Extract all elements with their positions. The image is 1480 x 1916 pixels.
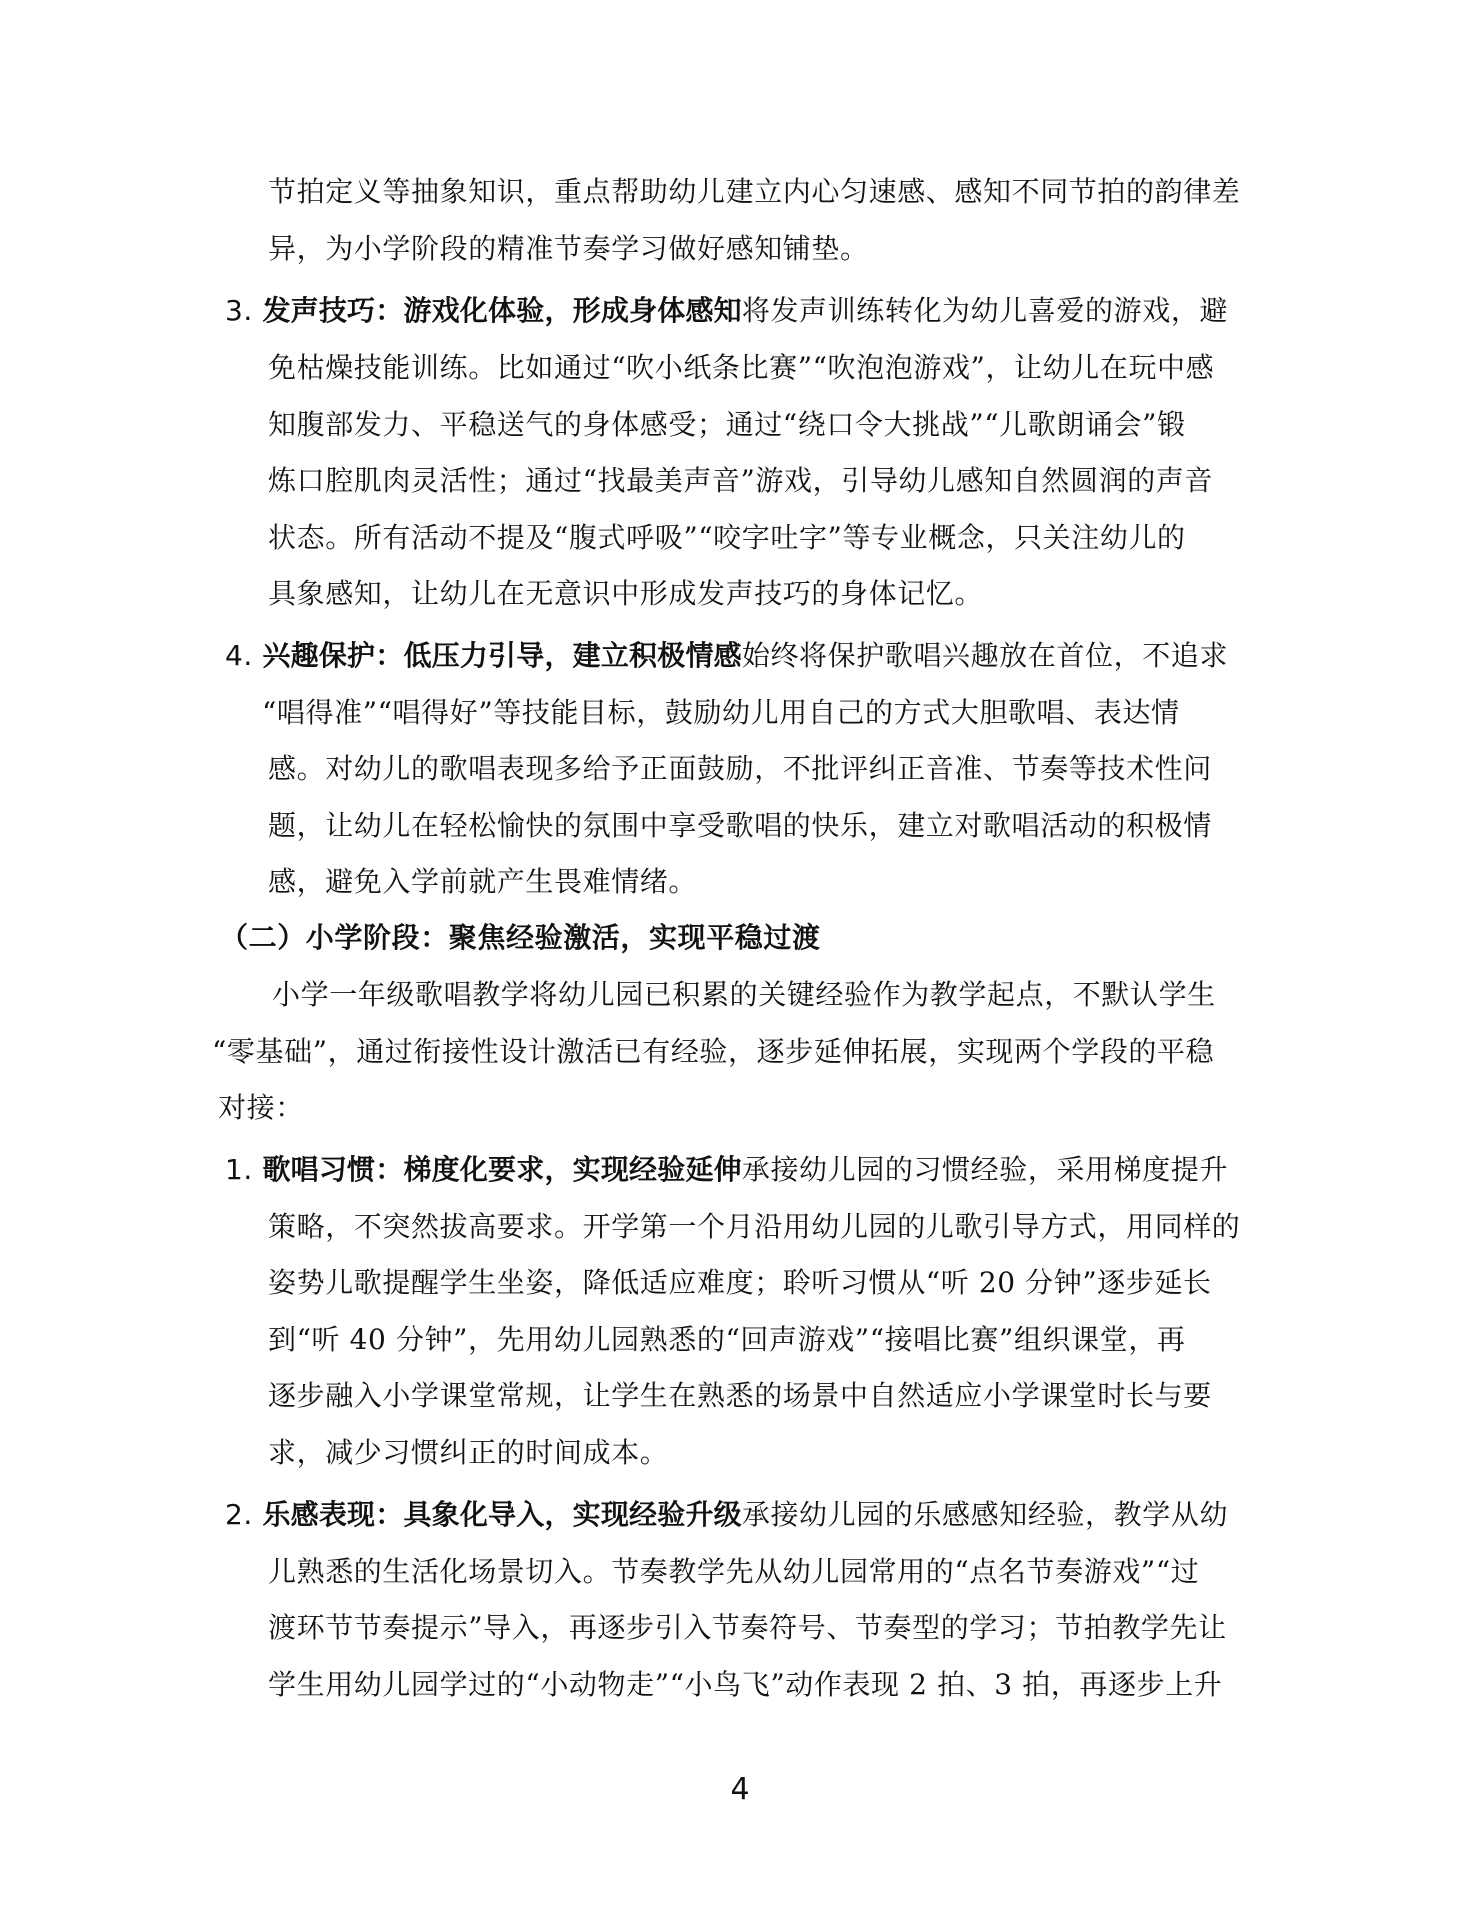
- list-item-number: 4.: [225, 639, 253, 672]
- body-text-line: 免枯燥技能训练。比如通过“吹小纸条比赛”“吹泡泡游戏”，让幼儿在玩中感: [268, 351, 1215, 384]
- body-text-line: “唱得准”“唱得好”等技能目标，鼓励幼儿用自己的方式大胆歌唱、表达情: [262, 696, 1180, 729]
- list-item-title: 歌唱习惯：梯度化要求，实现经验延伸: [262, 1153, 742, 1186]
- list-item-text: 承接幼儿园的乐感感知经验，教学从幼: [741, 1498, 1229, 1531]
- page-number: 4: [730, 1772, 750, 1807]
- body-text-line: 学生用幼儿园学过的“小动物走”“小鸟飞”动作表现 2 拍、3 拍，再逐步上升: [268, 1668, 1223, 1701]
- body-text-line: 姿势儿歌提醒学生坐姿，降低适应难度；聆听习惯从“听 20 分钟”逐步延长: [268, 1266, 1212, 1299]
- body-text-line: 感，避免入学前就产生畏难情绪。: [268, 865, 698, 898]
- body-text-line: 知腹部发力、平稳送气的身体感受；通过“绕口令大挑战”“儿歌朗诵会”锻: [268, 408, 1186, 441]
- list-item-number: 3.: [225, 294, 253, 327]
- list-item-text: 承接幼儿园的习惯经验，采用梯度提升: [741, 1153, 1229, 1186]
- list-item-number: 2.: [225, 1498, 253, 1531]
- list-item-text: 始终将保护歌唱兴趣放在首位，不追求: [741, 639, 1229, 672]
- list-item-title: 兴趣保护：低压力引导，建立积极情感: [262, 639, 742, 672]
- body-text-line: 求，减少习惯纠正的时间成本。: [268, 1436, 669, 1469]
- list-item-title: 发声技巧：游戏化体验，形成身体感知: [262, 294, 742, 327]
- body-text-line: 逐步融入小学课堂常规，让学生在熟悉的场景中自然适应小学课堂时长与要: [268, 1379, 1212, 1412]
- body-text-line: 异，为小学阶段的精准节奏学习做好感知铺垫。: [268, 232, 869, 265]
- body-text-line: 感。对幼儿的歌唱表现多给予正面鼓励，不批评纠正音准、节奏等技术性问: [268, 752, 1212, 785]
- list-item-heading-line: [225, 1495, 1228, 1535]
- body-text-line: 节拍定义等抽象知识，重点帮助幼儿建立内心匀速感、感知不同节拍的韵律差: [268, 175, 1241, 208]
- body-text-line: 儿熟悉的生活化场景切入。节奏教学先从幼儿园常用的“点名节奏游戏”“过: [268, 1555, 1200, 1588]
- body-text-line: 小学一年级歌唱教学将幼儿园已积累的关键经验作为教学起点，不默认学生: [272, 978, 1216, 1011]
- body-text-line: 状态。所有活动不提及“腹式呼吸”“咬字吐字”等专业概念，只关注幼儿的: [268, 521, 1186, 554]
- body-text-line: 到“听 40 分钟”，先用幼儿园熟悉的“回声游戏”“接唱比赛”组织课堂，再: [268, 1323, 1186, 1356]
- list-item-heading-line: [225, 291, 1228, 331]
- body-text-line: 策略，不突然拔高要求。开学第一个月沿用幼儿园的儿歌引导方式，用同样的: [268, 1210, 1241, 1243]
- list-item-heading-line: [225, 1150, 1228, 1190]
- body-text-line: 具象感知，让幼儿在无意识中形成发声技巧的身体记忆。: [268, 577, 984, 610]
- body-text-line: 炼口腔肌肉灵活性；通过“找最美声音”游戏，引导幼儿感知自然圆润的声音: [268, 464, 1214, 497]
- list-item-text: 将发声训练转化为幼儿喜爱的游戏，避: [741, 294, 1229, 327]
- body-text-line: 对接：: [218, 1091, 304, 1124]
- list-item-title: 乐感表现：具象化导入，实现经验升级: [262, 1498, 742, 1531]
- list-item-heading-line: [225, 636, 1228, 676]
- body-text-line: 题，让幼儿在轻松愉快的氛围中享受歌唱的快乐，建立对歌唱活动的积极情: [268, 809, 1212, 842]
- body-text-line: “零基础”，通过衔接性设计激活已有经验，逐步延伸拓展，实现两个学段的平稳: [212, 1035, 1215, 1068]
- body-text-line: 渡环节节奏提示”导入，再逐步引入节奏符号、节奏型的学习；节拍教学先让: [268, 1611, 1227, 1644]
- section-heading: （二）小学阶段：聚焦经验激活，实现平稳过渡: [220, 921, 821, 954]
- list-item-number: 1.: [225, 1153, 253, 1186]
